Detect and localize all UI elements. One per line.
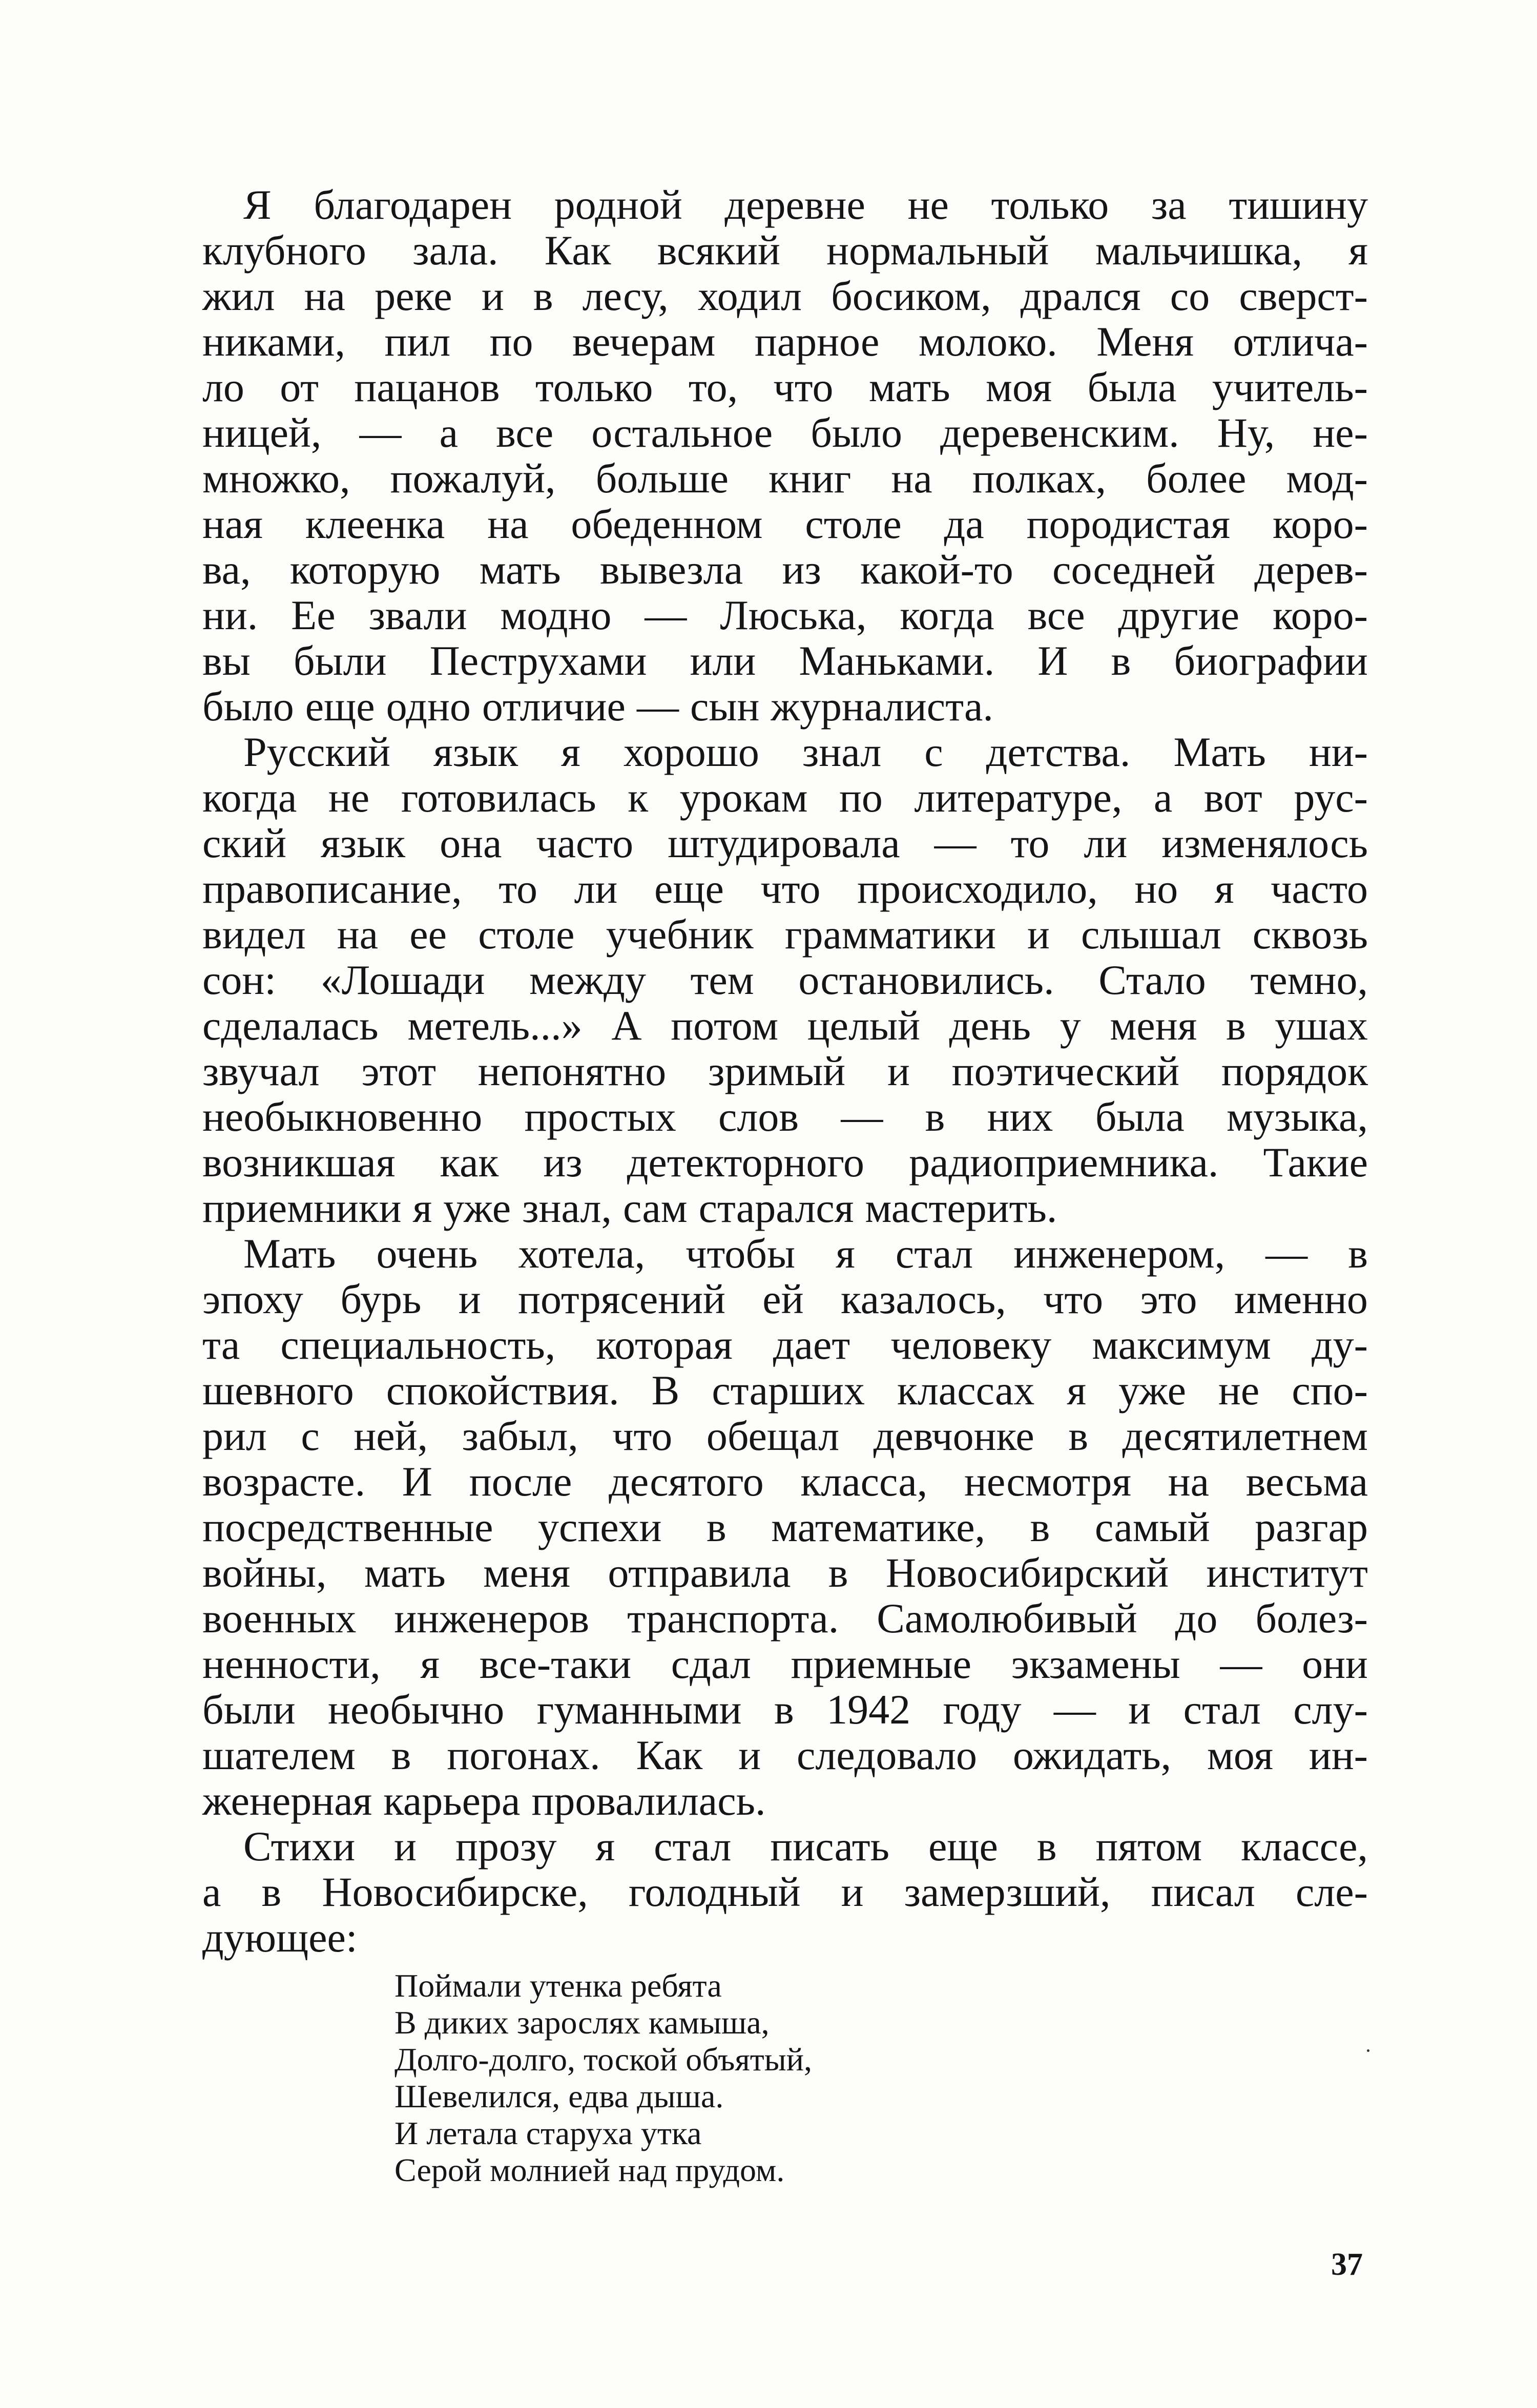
text-line: множко, пожалуй, больше книг на полках, более мод- (202, 455, 1368, 502)
text-line: а в Новосибирске, голодный и замерзший, писал сле- (202, 1869, 1368, 1915)
text-line: возрасте. И после десятого класса, несмотря на весьма (202, 1458, 1368, 1505)
text-line: никами, пил по вечерам парное молоко. Меня отлича- (202, 318, 1368, 365)
paragraph (202, 1231, 1368, 1823)
text-line: жил на реке и в лесу, ходил босиком, дрался со сверст- (202, 273, 1368, 319)
text-line: Мать очень хотела, чтобы я стал инженером, — в (243, 1230, 1368, 1277)
poem-line: Долго-долго, тоской объятый, (394, 2041, 812, 2078)
paragraph (202, 1823, 1368, 1960)
text-line: были необычно гуманными в 1942 году — и стал слу- (202, 1686, 1368, 1733)
poem-line: Шевелился, едва дыша. (394, 2078, 724, 2114)
print-speck (1367, 2049, 1369, 2052)
text-line: Я благодарен родной деревне не только за тишину (243, 181, 1368, 228)
text-line: женерная карьера провалилась. (202, 1777, 766, 1824)
text-line: сон: «Лошади между тем остановились. Стало темно, (202, 957, 1368, 1003)
text-line: дующее: (202, 1914, 358, 1961)
text-line: Русский язык я хорошо знал с детства. Мать ни- (243, 729, 1368, 775)
poem-line: И летала старуха утка (394, 2115, 702, 2151)
poem (394, 1967, 812, 2189)
text-line: когда не готовилась к урокам по литературе, а вот рус- (202, 774, 1368, 821)
text-line: шевного спокойствия. В старших классах я уже не спо- (202, 1367, 1368, 1414)
text-line: военных инженеров транспорта. Самолюбивый до болез- (202, 1595, 1368, 1642)
text-line: приемники я уже знал, сам старался мастерить. (202, 1185, 1057, 1231)
text-line: видел на ее столе учебник грамматики и слышал сквозь (202, 911, 1368, 958)
text-line: вы были Пеструхами или Маньками. И в биографии (202, 637, 1368, 684)
body-text (202, 182, 1368, 1960)
text-line: ницей, — а все остальное было деревенским. Ну, не- (202, 409, 1368, 456)
text-line: звучал этот непонятно зримый и поэтический порядок (202, 1048, 1368, 1094)
text-line: шателем в погонах. Как и следовало ожидать, моя ин- (202, 1732, 1368, 1778)
text-line: необыкновенно простых слов — в них была музыка, (202, 1093, 1368, 1140)
text-line: клубного зала. Как всякий нормальный мальчишка, я (202, 227, 1368, 274)
text-line: рил с ней, забыл, что обещал девчонке в десятилетнем (202, 1413, 1368, 1459)
text-line: та специальность, которая дает человеку максимум ду- (202, 1321, 1368, 1368)
text-line: ни. Ее звали модно — Люська, когда все другие коро- (202, 592, 1368, 638)
text-line: ненности, я все-таки сдал приемные экзамены — они (202, 1641, 1368, 1687)
text-line: эпоху бурь и потрясений ей казалось, что это именно (202, 1276, 1368, 1322)
poem-line: Серой молнией над прудом. (394, 2152, 785, 2188)
text-line: ная клеенка на обеденном столе да породистая коро- (202, 501, 1368, 547)
text-line: посредственные успехи в математике, в самый разгар (202, 1504, 1368, 1550)
text-line: ло от пацанов только то, что мать моя была учитель- (202, 364, 1368, 410)
text-line: войны, мать меня отправила в Новосибирский институт (202, 1549, 1368, 1596)
text-line: ва, которую мать вывезла из какой-то соседней дерев- (202, 546, 1368, 593)
text-line: было еще одно отличие — сын журналиста. (202, 683, 993, 730)
poem-line: Поймали утенка ребята (394, 1967, 722, 2004)
text-line: сделалась метель...» А потом целый день у меня в ушах (202, 1002, 1368, 1049)
text-line: ский язык она часто штудировала — то ли изменялось (202, 820, 1368, 866)
page-number: 37 (1331, 2247, 1363, 2282)
poem-line: В диких зарослях камыша, (394, 2004, 770, 2041)
text-line: правописание, то ли еще что происходило, но я часто (202, 865, 1368, 912)
paragraph (202, 182, 1368, 729)
text-line: Стихи и прозу я стал писать еще в пятом классе, (243, 1823, 1368, 1870)
text-line: возникшая как из детекторного радиоприемника. Такие (202, 1139, 1368, 1186)
paragraph (202, 729, 1368, 1231)
